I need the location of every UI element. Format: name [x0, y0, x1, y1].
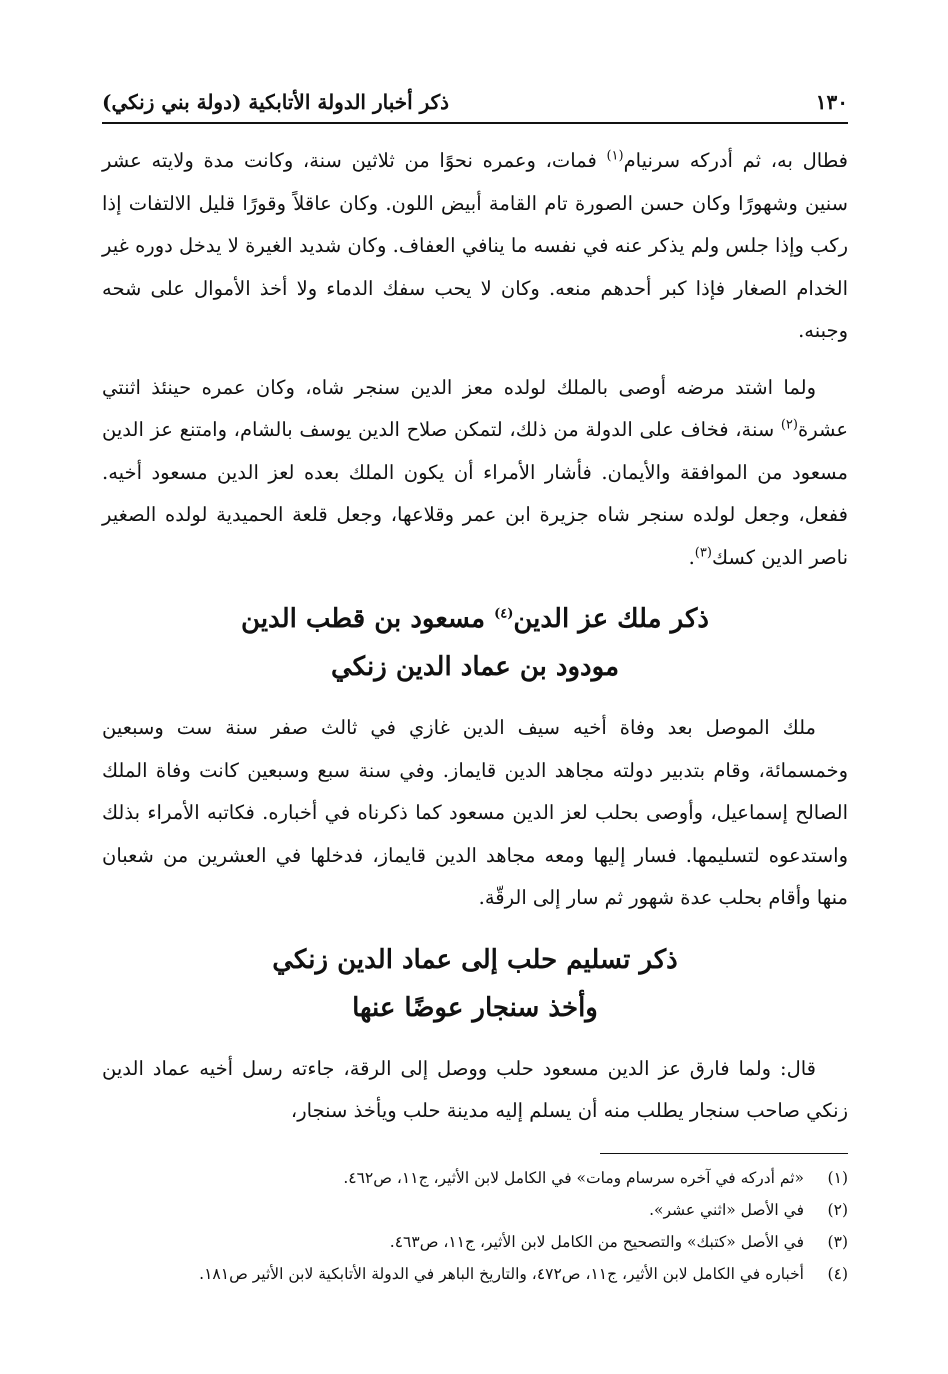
footnote-ref: (٣): [694, 545, 712, 560]
paragraph-text: ولما اشتد مرضه أوصى بالملك لولده معز الدين سنجر شاه، وكان عمره حينئذ اثنتي عشرة: [102, 375, 848, 441]
footnote-item: [102, 1258, 848, 1290]
section-heading-1: [102, 595, 848, 691]
footnote-number: (١): [827, 1169, 848, 1187]
footnotes: [102, 1162, 848, 1290]
footnote-ref: (١): [606, 148, 624, 164]
footnote-rule: [600, 1153, 848, 1154]
footnote-number: (٢): [827, 1201, 848, 1219]
heading-text: وأخذ سنجار عوضًا عنها: [352, 992, 598, 1023]
paragraph-text: سنة، فخاف على الدولة من ذلك، لتمكن صلاح الدين يوسف بالشام، وامتنع عز الدين مسعود من الموافقة والأيمان. فأشار الأمراء أن يكون الملك بعده لعز الدين مسعود أخيه. ففعل، وجعل لولده سنجر شاه جزيرة ابن عمر وقلاعها، وجعل قلعة الحميدية لولده الصغير ناصر الدين كسك: [102, 418, 848, 569]
footnote-text: أخباره في الكامل لابن الأثير، ج١١، ص٤٧٢، والتاريخ الباهر في الدولة الأتابكية لابن الأثير ص١٨١.: [199, 1265, 804, 1283]
footnote-item: [102, 1194, 848, 1226]
main-text: [102, 140, 848, 1133]
footnote-text: في الأصل «اثني عشر».: [649, 1201, 804, 1219]
heading-text: مسعود بن قطب الدين: [241, 604, 495, 634]
paragraph-1: [102, 140, 848, 353]
heading-text: ذكر ملك عز الدين: [513, 604, 709, 634]
paragraph-3: ملك الموصل بعد وفاة أخيه سيف الدين غازي في ثالث صفر سنة ست وسبعين وخمسمائة، وقام بتدبير دولته مجاهد الدين قايماز. وفي سنة سبع وسبعين كانت وفاة الملك الصالح إسماعيل، وأوصى بحلب لعز الدين مسعود كما ذكرناه في أخباره. فكاتبه الأمراء بذلك واستدعوه لتسليمها. فسار إليها ومعه مجاهد الدين قايماز، فدخلها في العشرين من شعبان منها وأقام بحلب عدة شهور ثم سار إلى الرقّة.: [102, 716, 848, 909]
page-header: [102, 84, 848, 120]
footnote-text: «ثم أدركه في آخره سرسام ومات» في الكامل لابن الأثير، ج١١، ص٤٦٢.: [343, 1169, 804, 1187]
paragraph-text: .: [688, 545, 695, 569]
heading-text: ذكر تسليم حلب إلى عماد الدين زنكي: [272, 944, 678, 975]
paragraph-text: فطال به، ثم أدركه سرنيام: [623, 149, 849, 172]
paragraph-text: فمات، وعمره نحوًا من ثلاثين سنة، وكانت مدة ولايته عشر سنين وشهورًا وكان حسن الصورة تام القامة أبيض اللون. وكان عاقلاً وقورًا قليل الالتفات إذا ركب وإذا جلس ولم يذكر عنه في نفسه ما ينافي العفاف. وكان شديد الغيرة لا يدخل دوره غير الخدام الصغار فإذا كبر أحدهم منعه. وكان لا يحب سفك الدماء ولا أخذ الأموال على شحه وجبنه.: [102, 149, 848, 342]
heading-text: مودود بن عماد الدين زنكي: [331, 652, 619, 682]
section-heading-2: [102, 936, 848, 1032]
footnote-ref: (٢): [780, 417, 798, 433]
footnote-number: (٣): [827, 1233, 848, 1251]
footnote-number: (٤): [827, 1265, 848, 1283]
footnote-item: [102, 1226, 848, 1258]
footnote-ref: (٤): [494, 606, 514, 622]
paragraph-2: [102, 367, 848, 580]
page-number: ١٣٠: [815, 90, 848, 114]
paragraph-4: قال: ولما فارق عز الدين مسعود حلب ووصل إلى الرقة، جاءته رسل أخيه عماد الدين زنكي صاحب سنجار يطلب منه أن يسلم إليه مدينة حلب ويأخذ سنجار،: [102, 1056, 848, 1122]
running-title: ذكر أخبار الدولة الأتابكية (دولة بني زنكي): [102, 90, 450, 114]
footnote-item: [102, 1162, 848, 1194]
header-rule: [102, 122, 848, 124]
footnote-text: في الأصل «كتبك» والتصحيح من الكامل لابن الأثير، ج١١، ص٤٦٣.: [389, 1233, 804, 1251]
